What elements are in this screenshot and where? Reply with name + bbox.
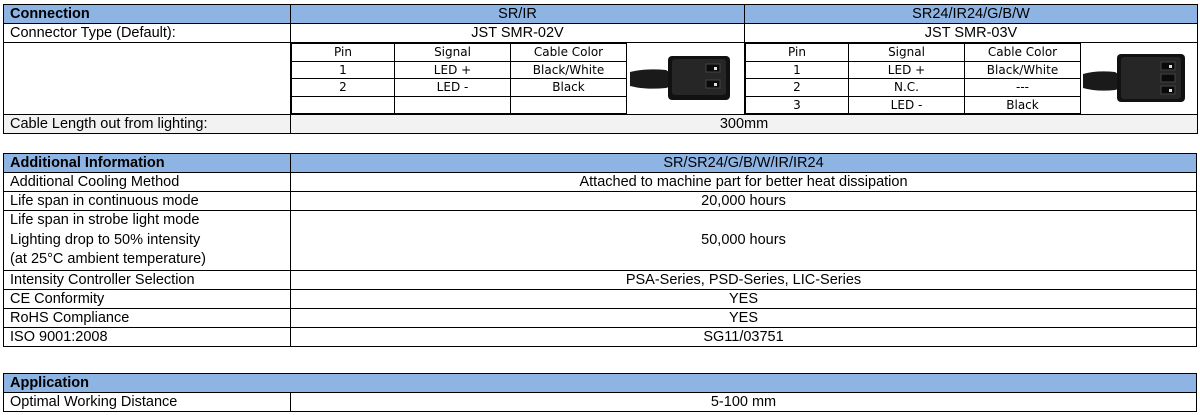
- pin-cable-color: Black: [511, 79, 627, 97]
- cable-color-header: Cable Color: [965, 44, 1081, 62]
- connector-2pin-icon: [628, 44, 744, 110]
- application-table: [3, 373, 1197, 412]
- info-label: Additional Cooling Method: [4, 173, 291, 192]
- connection-header-col2: SR24/IR24/G/B/W: [745, 5, 1198, 24]
- pin-cable-color: Black/White: [965, 61, 1081, 79]
- pin-number: [292, 96, 395, 114]
- pin-header-row: [746, 44, 1198, 62]
- cable-length-row: [4, 115, 1198, 134]
- pinout-col1: [291, 43, 745, 115]
- info-row: [4, 270, 1197, 289]
- info-label: Life span in continuous mode: [4, 192, 291, 211]
- info-row: [4, 192, 1197, 211]
- info-row: [4, 308, 1197, 327]
- pin-number: 1: [746, 61, 849, 79]
- pinout-col2: [745, 43, 1198, 115]
- pin-number: 2: [292, 79, 395, 97]
- info-label: ISO 9001:2008: [4, 327, 291, 346]
- pin-cable-color: Black: [965, 96, 1081, 114]
- pinout-label-empty: [4, 43, 291, 115]
- pin-header: Pin: [292, 44, 395, 62]
- pin-signal: N.C.: [849, 79, 965, 97]
- info-value: 20,000 hours: [291, 192, 1197, 211]
- info-value: YES: [291, 289, 1197, 308]
- pinout-table-col1: [291, 43, 744, 114]
- connector-image-3pin: [1081, 44, 1198, 114]
- application-header-label: Application: [4, 374, 1197, 393]
- info-row: [4, 173, 1197, 192]
- cable-length-value: 300mm: [291, 115, 1198, 134]
- info-label: Intensity Controller Selection: [4, 270, 291, 289]
- connector-type-label: Connector Type (Default):: [4, 24, 291, 43]
- info-value: YES: [291, 308, 1197, 327]
- pin-signal: LED -: [849, 96, 965, 114]
- connector-image-2pin: [627, 44, 745, 114]
- pin-cable-color: ---: [965, 79, 1081, 97]
- pin-signal: [395, 96, 511, 114]
- connection-header-row: [4, 5, 1198, 24]
- info-value: Attached to machine part for better heat dissipation: [291, 173, 1197, 192]
- connection-table: [3, 4, 1198, 134]
- strobe-label-line: (at 25°C ambient temperature): [10, 251, 206, 267]
- connector-type-col1: JST SMR-02V: [291, 24, 745, 43]
- info-row: [4, 327, 1197, 346]
- additional-header-label: Additional Information: [4, 154, 291, 173]
- pin-number: 3: [746, 96, 849, 114]
- connector-type-col2: JST SMR-03V: [745, 24, 1198, 43]
- pinout-row: [4, 43, 1198, 115]
- working-distance-value: 5-100 mm: [291, 393, 1197, 412]
- strobe-label-line: Life span in strobe light mode: [10, 212, 200, 228]
- pin-number: 1: [292, 61, 395, 79]
- connector-type-row: [4, 24, 1198, 43]
- strobe-value: 50,000 hours: [291, 211, 1197, 271]
- connector-3pin-icon: [1081, 44, 1197, 110]
- pinout-table-col2: [745, 43, 1197, 114]
- connection-header-label: Connection: [4, 5, 291, 24]
- pin-cable-color: Black/White: [511, 61, 627, 79]
- signal-header: Signal: [395, 44, 511, 62]
- signal-header: Signal: [849, 44, 965, 62]
- pin-header: Pin: [746, 44, 849, 62]
- strobe-label: [4, 211, 291, 271]
- pin-cable-color: [511, 96, 627, 114]
- working-distance-label: Optimal Working Distance: [4, 393, 291, 412]
- cable-color-header: Cable Color: [511, 44, 627, 62]
- additional-header-value: SR/SR24/G/B/W/IR/IR24: [291, 154, 1197, 173]
- additional-info-table: [3, 153, 1197, 347]
- additional-header-row: [4, 154, 1197, 173]
- info-value: SG11/03751: [291, 327, 1197, 346]
- connection-header-col1: SR/IR: [291, 5, 745, 24]
- info-row-strobe: [4, 211, 1197, 271]
- info-value: PSA-Series, PSD-Series, LIC-Series: [291, 270, 1197, 289]
- pin-header-row: [292, 44, 745, 62]
- application-row: [4, 393, 1197, 412]
- application-header-row: [4, 374, 1197, 393]
- cable-length-label: Cable Length out from lighting:: [4, 115, 291, 134]
- pin-signal: LED +: [395, 61, 511, 79]
- info-row: [4, 289, 1197, 308]
- info-label: RoHS Compliance: [4, 308, 291, 327]
- pin-signal: LED -: [395, 79, 511, 97]
- pin-number: 2: [746, 79, 849, 97]
- pin-signal: LED +: [849, 61, 965, 79]
- strobe-label-line: Lighting drop to 50% intensity: [10, 231, 201, 248]
- info-label: CE Conformity: [4, 289, 291, 308]
